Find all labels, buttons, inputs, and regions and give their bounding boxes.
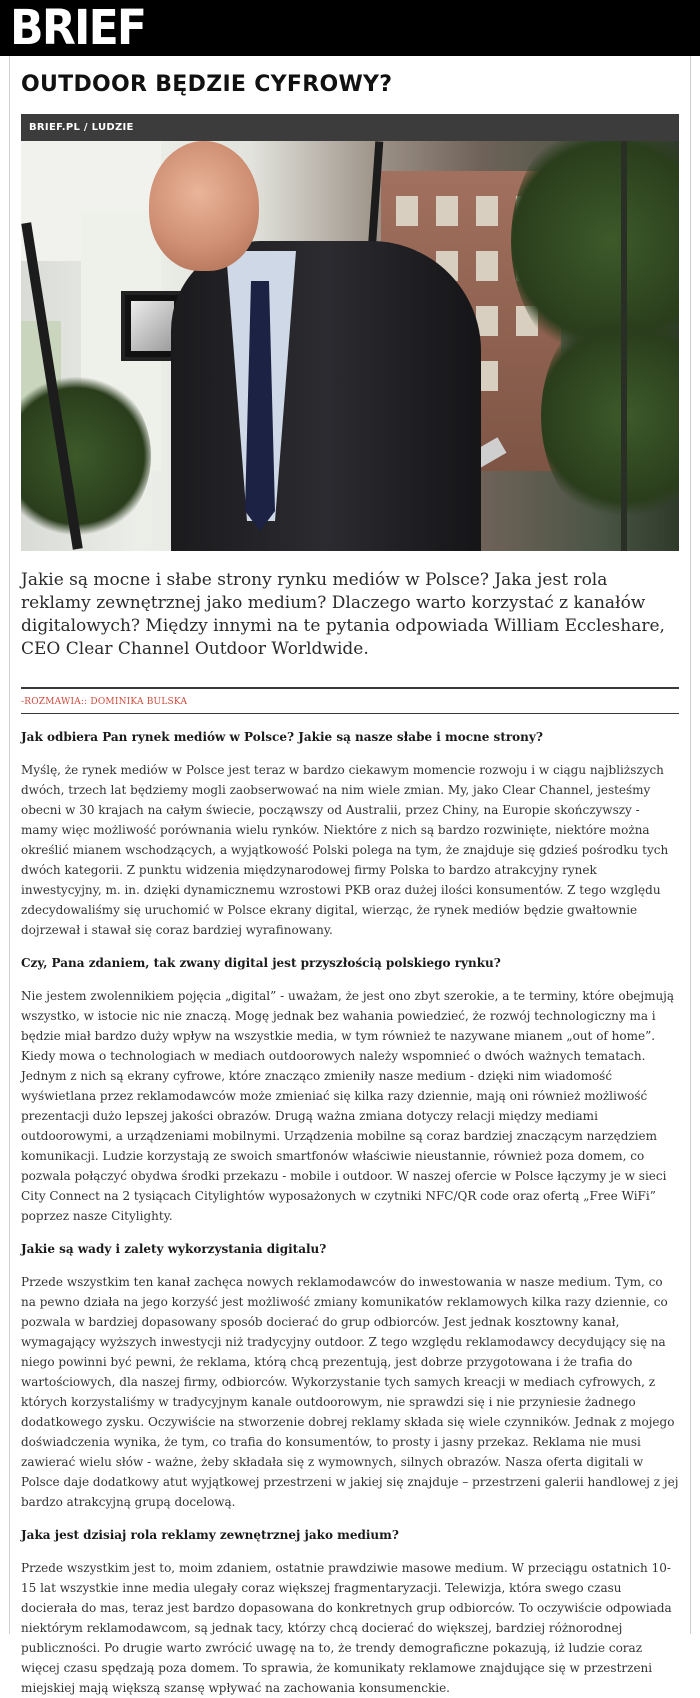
hero-photo	[21, 141, 679, 551]
breadcrumb[interactable]: BRIEF.PL / LUDZIE	[21, 114, 679, 141]
byline-divider-bottom	[21, 713, 679, 714]
interview-section	[21, 728, 679, 940]
article-container	[9, 56, 691, 1695]
brief-logo[interactable]: BRIEF	[10, 0, 146, 56]
interview-question: Czy, Pana zdaniem, tak zwany digital jest przyszłością polskiego rynku?	[21, 956, 501, 970]
interview-answer: Przede wszystkim jest to, moim zdaniem, ostatnie prawdziwie masowe medium. W przeciągu ostatnich 10-15 lat wszystkie inne media ulegały coraz większej fragmentaryzacji. Telewizja, która swego czasu docierała do mas, teraz jest bardzo dopasowana do konkretnych grup odbiorców. To oczywiście odpowiada niektórym reklamodawcom, są jednak tacy, którzy chcą docierać do większej, bardziej różnorodnej publiczności. Po drugie warto zwrócić uwagę na to, że trendy demograficzne pokazują, iż ludzie coraz więcej czasu spędzają poza domem. To sprawia, że komunikaty reklamowe znajdujące się w przestrzeni miejskiej mają większą szansę wpływać na zachowania konsumenckie.	[21, 1561, 672, 1695]
article-lead: Jakie są mocne i słabe strony rynku mediów w Polsce? Jaka jest rola reklamy zewnętrznej jako medium? Dlaczego warto korzystać z kanałów digitalowych? Między innymi na te pytania odpowiada William Eccleshare, CEO Clear Channel Outdoor Worldwide.	[21, 570, 665, 659]
interview-question: Jakie są wady i zalety wykorzystania digitalu?	[21, 1242, 327, 1256]
author-byline[interactable]: -ROZMAWIA:: DOMINIKA BULSKA	[21, 697, 188, 707]
interview-question: Jak odbiera Pan rynek mediów w Polsce? Jakie są nasze słabe i mocne strony?	[21, 730, 543, 744]
interview-section	[21, 954, 679, 1226]
interview-section	[21, 1240, 679, 1512]
interview-answer: Nie jestem zwolennikiem pojęcia „digital” - uważam, że jest ono zbyt szerokie, a te terminy, które obejmują wszystko, w istocie nic nie znaczą. Mogę jednak bez wahania powiedzieć, że rozwój technologiczny ma i będzie miał bardzo duży wpływ na wszystkie media, w tym również te nazywane mianem „out of home”. Kiedy mowa o technologiach w mediach outdoorowych należy wspomnieć o dwóch ważnych tematach. Jednym z nich są ekrany cyfrowe, które znacząco zmieniły nasze medium - dzięki nim wiadomość wyświetlana przez reklamodawców może zmieniać się kilka razy dziennie, mają oni również możliwość prezentacji dużo lepszej jakości obrazów. Drugą ważna zmiana dotyczy relacji między mediami outdoorowymi, a urządzeniami mobilnymi. Urządzenia mobilne są coraz bardziej znaczącym narzędziem komunikacji. Ludzie korzystają ze swoich smartfonów właściwie nieustannie, również poza domem, co pozwala połączyć obydwa środki przekazu - mobile i outdoor. W naszej ofercie w Polsce łączymy je w sieci City Connect na 2 tysiącach Citylightów wyposażonych w czytniki NFC/QR code oraz ofertą „Free WiFi” poprzez nasze Citylighty.	[21, 989, 675, 1223]
site-header	[0, 0, 700, 56]
interview-section	[21, 1526, 679, 1698]
interview-question: Jaka jest dzisiaj rola reklamy zewnętrznej jako medium?	[21, 1528, 399, 1542]
interview-answer: Przede wszystkim ten kanał zachęca nowych reklamodawców do inwestowania w nasze medium. Tym, co na pewno działa na jego korzyść jest możliwość zmiany komunikatów reklamowych kilka razy dziennie, co pozwala w bardziej dopasowany sposób docierać do grup odbiorców. Jest jednak kosztowny kanał, wymagający wyższych inwestycji niż tradycyjny outdoor. Z tego względu reklamodawcy decydujący się na niego powinni być pewni, że reklama, którą chcą prezentują, jest dobrze przygotowana i że trafia do wartościowych, dla naszej firmy, odbiorców. Wykorzystanie tych samych kreacji w mediach cyfrowych, z których korzystaliśmy w tradycyjnym kanale outdoorowym, nie sprawdzi się i nie przyniesie żadnego dodatkowego zysku. Oczywiście na stworzenie dobrej reklamy składa się wiele czynników. Jednak z mojego doświadczenia wynika, że tym, co trafia do konsumentów, to prosty i jasny przekaz. Reklama nie musi zawierać wielu słów - ważne, żeby składała się z wymownych, silnych obrazów. Nasza oferta digitali w Polsce daje dodatkowy atut wyjątkowej przestrzeni w jakiej się znajduje – przestrzeni galerii handlowej z jej bardzo atrakcyjną grupą docelową.	[21, 1275, 679, 1509]
interview-answer: Myślę, że rynek mediów w Polsce jest teraz w bardzo ciekawym momencie rozwoju i w ciągu najbliższych dwóch, trzech lat będziemy mogli zaobserwować na nim wiele zmian. My, jako Clear Channel, jesteśmy obecni w 30 krajach na całym świecie, począwszy od Australii, przez Chiny, na Europie skończywszy - mamy więc możliwość porównania wielu rynków. Niektóre z nich są bardzo rozwinięte, niektóre można określić mianem wschodzących, a wyjątkowość Polski polega na tym, że znajduje się gdzieś pośrodku tych dwóch kategorii. Z punktu widzenia międzynarodowej firmy Polska to bardzo atrakcyjny rynek inwestycyjny, m. in. dzięki dynamicznemu wzrostowi PKB oraz dużej ilości konsumentów. Z tego względu zdecydowaliśmy się uruchomić w Polsce ekrany digital, wierząc, że rynek mediów będzie gwałtownie dojrzewał i stawał się coraz bardziej wyrafinowany.	[21, 763, 669, 937]
article-title: OUTDOOR BĘDZIE CYFROWY?	[21, 72, 393, 97]
